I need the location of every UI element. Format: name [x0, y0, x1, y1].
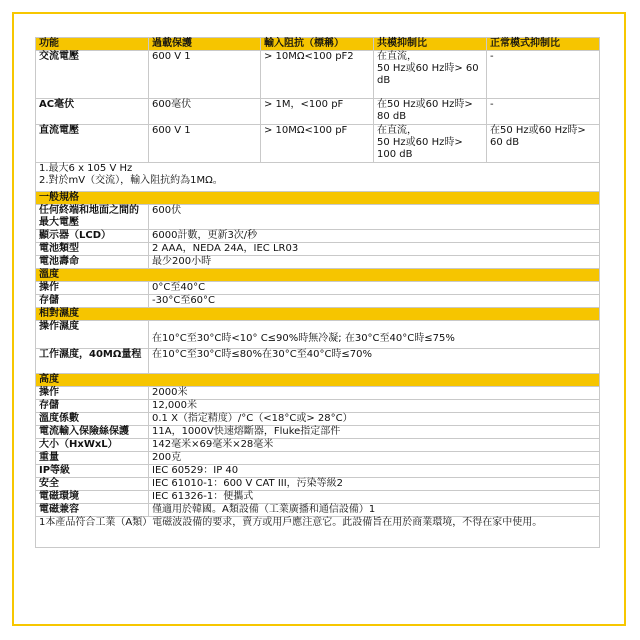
spec-value: 6000計數，更新3次/秒: [149, 230, 600, 243]
spec-value: 在10°C至30°C時<10° C≤90%時無冷凝; 在30°C至40°C時≤75%: [149, 321, 600, 349]
section-title: 溫度: [36, 269, 600, 282]
value-cell: 600毫伏: [149, 99, 261, 125]
value-cell: 600 V 1: [149, 125, 261, 163]
spec-row: [36, 230, 600, 243]
value-cell: -: [487, 51, 600, 99]
spec-row: [36, 452, 600, 465]
spec-label: 重量: [36, 452, 149, 465]
section-header: [36, 308, 600, 321]
spec-value: 0.1 X（指定精度）/°C（<18°C或> 28°C）: [149, 413, 600, 426]
spec-row: [36, 387, 600, 400]
spec-label: 大小（HxWxL）: [36, 439, 149, 452]
spec-label: 溫度係數: [36, 413, 149, 426]
spec-row: [36, 282, 600, 295]
header-function: 功能: [36, 38, 149, 51]
spec-label: IP等級: [36, 465, 149, 478]
spec-row: [36, 400, 600, 413]
spec-value: 2000米: [149, 387, 600, 400]
spec-value: 在10°C至30°C時≤80%在30°C至40°C時≤70%: [149, 349, 600, 374]
spec-label: 存儲: [36, 295, 149, 308]
value-cell: -: [487, 99, 600, 125]
section-header: [36, 374, 600, 387]
spec-value: 142毫米×69毫米×28毫米: [149, 439, 600, 452]
spec-value: -30°C至60°C: [149, 295, 600, 308]
table-row: [36, 125, 600, 163]
value-cell: 在50 Hz或60 Hz時> 80 dB: [374, 99, 487, 125]
spec-value: 11A，1000V快速熔斷器，Fluke指定部件: [149, 426, 600, 439]
section-title: 一般規格: [36, 192, 600, 205]
spec-row: [36, 426, 600, 439]
footnote-row: [36, 163, 600, 192]
value-cell: > 10MΩ<100 pF2: [261, 51, 374, 99]
spec-table: [35, 37, 600, 548]
footnotes: 1.最大6 x 105 V Hz 2.對於mV（交流），輸入阻抗約為1MΩ。: [36, 163, 600, 192]
section-title: 相對濕度: [36, 308, 600, 321]
spec-value: 僅適用於韓國。A類設備（工業廣播和通信設備）1: [149, 504, 600, 517]
spec-label: 操作: [36, 387, 149, 400]
table-row: [36, 51, 600, 99]
spec-label: 安全: [36, 478, 149, 491]
function-cell: AC毫伏: [36, 99, 149, 125]
section-title: 高度: [36, 374, 600, 387]
spec-value: IEC 61326-1：便攜式: [149, 491, 600, 504]
spec-label: 電流輸入保險絲保護: [36, 426, 149, 439]
spec-label: 操作: [36, 282, 149, 295]
spec-row: [36, 413, 600, 426]
spec-row: [36, 256, 600, 269]
value-cell: > 1M，<100 pF: [261, 99, 374, 125]
spec-value: 600伏: [149, 205, 600, 230]
spec-value: 12,000米: [149, 400, 600, 413]
function-cell: 直流電壓: [36, 125, 149, 163]
spec-row: [36, 478, 600, 491]
final-note-row: [36, 517, 600, 548]
spec-label: 電池壽命: [36, 256, 149, 269]
spec-row: [36, 205, 600, 230]
spec-value: 0°C至40°C: [149, 282, 600, 295]
spec-value: 最少200小時: [149, 256, 600, 269]
value-cell: 在50 Hz或60 Hz時> 60 dB: [487, 125, 600, 163]
spec-sheet: [35, 37, 599, 548]
spec-row: [36, 295, 600, 308]
final-note: 1本產品符合工業（A類）電磁波設備的要求，賣方或用戶應注意它。此設備旨在用於商業環境，不得在家中使用。: [36, 517, 600, 548]
value-cell: 在直流， 50 Hz或60 Hz時> 100 dB: [374, 125, 487, 163]
value-cell: > 10MΩ<100 pF: [261, 125, 374, 163]
spec-label: 電磁環境: [36, 491, 149, 504]
spec-value: IEC 60529：IP 40: [149, 465, 600, 478]
spec-value: IEC 61010-1：600 V CAT III，污染等級2: [149, 478, 600, 491]
spec-row: [36, 465, 600, 478]
spec-row: [36, 243, 600, 256]
spec-label: 電池類型: [36, 243, 149, 256]
spec-label: 電磁兼容: [36, 504, 149, 517]
spec-row: [36, 349, 600, 374]
header-overload: 過載保護: [149, 38, 261, 51]
spec-label: 工作濕度，40MΩ量程: [36, 349, 149, 374]
spec-label: 任何終端和地面之間的最大電壓: [36, 205, 149, 230]
section-header: [36, 269, 600, 282]
spec-row: [36, 321, 600, 349]
function-cell: 交流電壓: [36, 51, 149, 99]
header-impedance: 輸入阻抗（標稱）: [261, 38, 374, 51]
spec-row: [36, 439, 600, 452]
value-cell: 600 V 1: [149, 51, 261, 99]
value-cell: 在直流， 50 Hz或60 Hz時> 60 dB: [374, 51, 487, 99]
header-nmrr: 正常模式抑制比: [487, 38, 600, 51]
section-header: [36, 192, 600, 205]
spec-row: [36, 504, 600, 517]
spec-label: 操作濕度: [36, 321, 149, 349]
header-cmrr: 共模抑制比: [374, 38, 487, 51]
spec-row: [36, 491, 600, 504]
spec-value: 2 AAA，NEDA 24A，IEC LR03: [149, 243, 600, 256]
table-row: [36, 99, 600, 125]
spec-label: 存儲: [36, 400, 149, 413]
spec-label: 顯示器（LCD）: [36, 230, 149, 243]
spec-value: 200克: [149, 452, 600, 465]
table-header-row: [36, 38, 600, 51]
